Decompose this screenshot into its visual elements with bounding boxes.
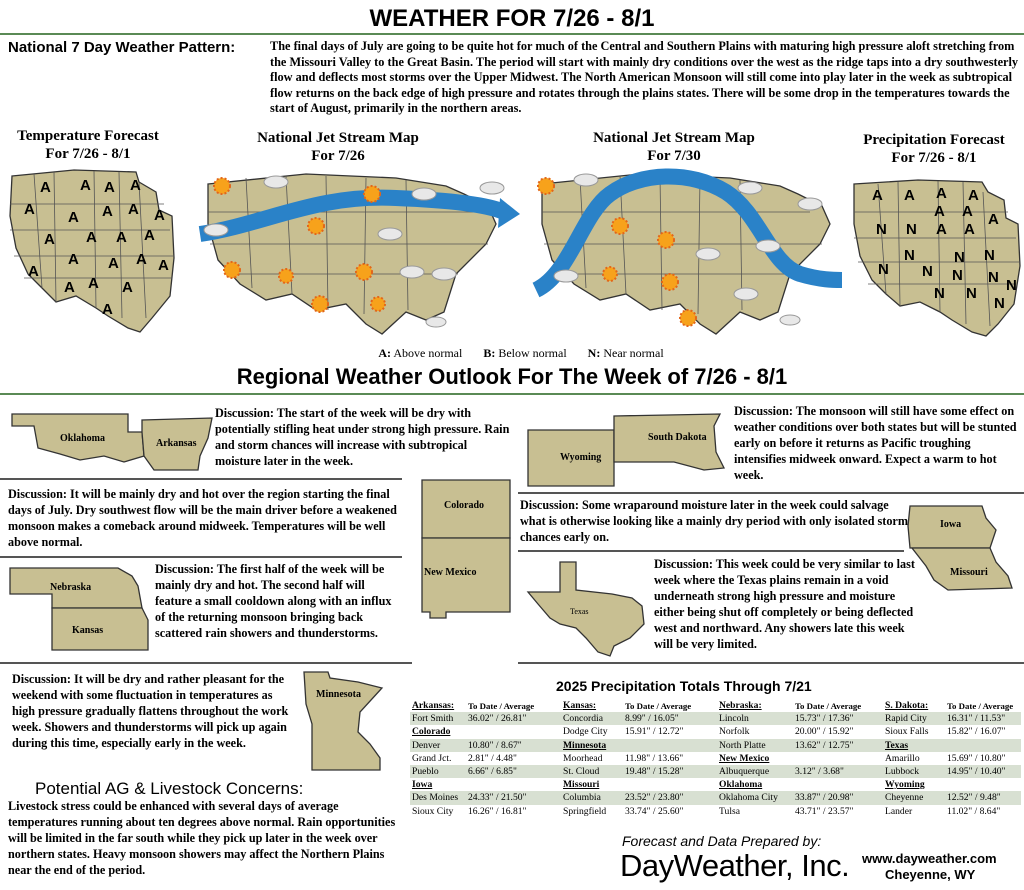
ag-concerns-text: Livestock stress could be enhanced with several days of average temperatures running about ten degrees above normal. Rain opportunities will be limited in the far south while they pick up later in the week over northern states. Heavy monsoon showers may affect the Northern Plains near the end of the period. [8,799,396,877]
empty-cell [793,752,883,765]
discussion-ne-ks: Discussion: The first half of the week will be mainly dry and hot. The second half will feature a small cooldown along with an influx of the returning monsoon bringing back scattered rain showers and thunderstorms. [155,562,392,640]
sun-icon [308,218,324,234]
map-letter: A [988,211,999,228]
map-letter: A [964,221,975,238]
map-letter: N [954,249,965,266]
storm-cloud-icon [738,182,762,194]
brand-logo: DayWeather, Inc. [620,848,850,883]
map-letter: A [102,203,113,220]
oklahoma-arkansas-map [8,410,216,474]
state-label-colorado: Colorado [444,500,484,511]
precip-value: 19.48" / 15.28" [623,765,717,778]
sun-icon [214,178,230,194]
website-link[interactable]: www.dayweather.com [862,851,997,866]
city-name: Albuquerque [717,765,793,778]
map-letter: A [936,221,947,238]
minnesota-map [298,668,394,774]
jet1-subtitle: For 7/26 [311,148,365,164]
table-row [410,765,1021,778]
precip-value: 16.26" / 16.81" [468,805,527,817]
map-letter: A [872,187,883,204]
city-name: Des Moines [410,791,466,804]
city-name: Sioux City [412,805,454,817]
table-row [410,712,1021,725]
precip-value: 36.02" / 26.81" [466,712,561,725]
state-header: Iowa [412,779,433,791]
storm-cloud-icon [412,188,436,200]
map-letter: A [102,301,113,318]
state-label-oklahoma: Oklahoma [60,433,106,444]
storm-cloud-icon [432,268,456,280]
precip-value: 13.62" / 12.75" [793,739,883,752]
map-letter: A [144,227,155,244]
map-letter: A [130,177,141,194]
state-label-minnesota: Minnesota [316,689,361,700]
map-letter: N [1006,277,1017,294]
state-label-nebraska: Nebraska [50,582,92,593]
precip-value: 23.52" / 23.80" [623,791,717,804]
state-header: New Mexico [719,752,770,764]
sun-icon [662,274,678,290]
city-name: Dodge City [563,726,608,738]
precip-value: 33.74" / 25.60" [625,805,684,817]
legend-a-text: Above normal [393,346,463,360]
map-letter: A [40,179,51,196]
precip-table [410,699,1021,818]
title-rule [0,33,1024,35]
precipitation-forecast-map [848,178,1024,342]
state-header: Colorado [412,726,451,738]
map-letter: A [24,201,35,218]
city-name: Rapid City [883,712,945,725]
jet2-subtitle: For 7/30 [647,148,701,164]
state-label-iowa: Iowa [940,519,962,530]
city-name: Concordia [561,712,623,725]
sun-icon [680,310,696,326]
table-row [410,778,1021,791]
state-header: Wyoming [885,779,925,791]
precip-value: 16.31" / 11.53" [945,712,1021,725]
map-letter: A [68,251,79,268]
jet1-title: National Jet Stream Map [257,130,419,146]
precip-value: 15.69" / 10.80" [947,752,1006,764]
jet2-title: National Jet Stream Map [593,130,755,146]
empty-cell [466,725,561,738]
temp-map-title: Temperature Forecast [17,128,159,144]
precip-value: 12.52" / 9.48" [945,791,1021,804]
state-header: Nebraska: [719,700,762,712]
storm-cloud-icon [696,248,720,260]
state-header: Kansas: [563,700,597,712]
map-letter: N [878,261,889,278]
pattern-text: The final days of July are going to be quite hot for much of the Central and Southern Plains with maturing high pressure aloft stretching from the Missouri Valley to the Great Basin. The period will start with mainly dry conditions over the west as the ridge taps into a dry southwesterly flow and deflects most storms over the Upper Midwest. The North American Monsoon will still come into play later in the week as subtropical flow returns on the back edge of high pressure and rotates through the plains states. There will be some drop in the temperatures towards the start of August, primarily in the northern areas. [270,39,1019,116]
sun-icon [312,296,328,312]
map-letter: N [994,295,1005,312]
legend-b-key: B: [483,346,496,360]
colorado-new-mexico-map [418,476,514,624]
map-letter: N [966,285,977,302]
precip-map-subtitle: For 7/26 - 8/1 [891,150,977,166]
page-title: WEATHER FOR 7/26 - 8/1 [369,5,655,32]
legend-n-text: Near normal [603,346,664,360]
discussion-co-nm: Discussion: It will be mainly dry and hot over the region starting the final days of July. Dry southwest flow will be the main driver before a weakened monsoon makes a comeback around midweek. Temperatures will be well above normal. [8,487,397,549]
precip-value: 10.80" / 8.67" [466,739,561,752]
empty-cell [793,778,883,791]
map-letter: A [934,203,945,220]
sun-icon [224,262,240,278]
map-letter: N [988,269,999,286]
precip-value: 43.71" / 23.57" [795,805,854,817]
legend-a-key: A: [378,346,392,360]
map-letter: A [128,201,139,218]
separator [0,478,402,480]
city-name: Lubbock [883,765,945,778]
city-name: Cheyenne [883,791,945,804]
location-text: Cheyenne, WY [885,867,976,882]
map-letter: A [122,279,133,296]
storm-cloud-icon [378,228,402,240]
map-letter: A [158,257,169,274]
discussion-tx: Discussion: This week could be very similar to last week where the Texas plains remain in a void underneath strong high pressure and moisture either being shut off completely or being deflected west and northward. Any showers late this week will be very limited. [654,557,915,651]
storm-cloud-icon [780,315,800,325]
city-name: Grand Jct. [412,752,452,764]
discussion-mn: Discussion: It will be dry and rather pleasant for the weekend with some fluctuation in temperatures as high pressure gradually flattens throughout the work week. Showers and thunderstorms will pick up again during this time, especially early in the week. [12,672,289,750]
precip-value: 11.98" / 13.66" [625,752,684,764]
storm-cloud-icon [554,270,578,282]
sun-icon [356,264,372,280]
storm-cloud-icon [264,176,288,188]
separator [0,662,412,664]
separator [0,556,402,558]
table-row [410,739,1021,752]
map-letter: N [952,267,963,284]
legend-n-key: N: [587,346,601,360]
map-letter: A [86,229,97,246]
state-label-new-mexico: New Mexico [424,567,477,578]
storm-cloud-icon [480,182,504,194]
storm-cloud-icon [400,266,424,278]
sun-icon [612,218,628,234]
precip-value: 8.99" / 16.05" [623,712,717,725]
map-letter: A [968,187,979,204]
precip-value: 3.12" / 3.68" [793,765,883,778]
state-header: Arkansas: [412,700,455,712]
empty-cell [466,778,561,791]
map-letter: A [104,179,115,196]
state-label-wyoming: Wyoming [560,452,602,463]
table-row [410,699,1021,712]
state-label-missouri: Missouri [950,567,988,578]
city-name: Denver [410,739,466,752]
state-label-arkansas: Arkansas [156,438,197,449]
temp-map-subtitle: For 7/26 - 8/1 [45,146,131,162]
map-letter: A [154,207,165,224]
city-name: Fort Smith [410,712,466,725]
storm-cloud-icon [734,288,758,300]
map-letter: N [922,263,933,280]
column-header: To Date / Average [947,700,1014,711]
city-name: Lander [885,805,913,817]
city-name: Sioux Falls [885,726,929,738]
map-letter: A [108,255,119,272]
city-name: St. Cloud [561,765,623,778]
sun-icon [538,178,554,194]
precip-value: 14.95" / 10.40" [945,765,1021,778]
map-letter: A [88,275,99,292]
state-label-texas: Texas [570,607,589,616]
nebraska-kansas-map [6,562,154,654]
map-letter: A [962,203,973,220]
state-header: Texas [883,739,945,752]
precip-table-title: 2025 Precipitation Totals Through 7/21 [556,678,812,694]
map-letter: N [934,285,945,302]
precip-value: 2.81" / 4.48" [468,752,517,764]
jet2-heading [574,129,774,165]
wyoming-south-dakota-map [524,408,730,492]
city-name: Norfolk [719,726,750,738]
jet-stream-map-7-26 [196,164,522,344]
map-letter: A [44,231,55,248]
state-header: Missouri [563,779,600,791]
column-header: To Date / Average [795,700,862,711]
map-letter: N [984,247,995,264]
state-header: Minnesota [561,739,623,752]
legend-b-text: Below normal [498,346,567,360]
jet-stream-map-7-30 [530,164,856,344]
precip-map-title: Precipitation Forecast [863,132,1005,148]
sun-icon [279,269,293,283]
precip-value: 24.33" / 21.50" [466,791,561,804]
table-row [410,725,1021,738]
city-name: North Platte [717,739,793,752]
map-letter: A [80,177,91,194]
sun-icon [603,267,617,281]
regional-rule [0,393,1024,395]
city-name: Oklahoma City [717,791,793,804]
sun-icon [371,297,385,311]
map-letter: A [116,229,127,246]
jet1-heading [238,129,438,165]
pattern-label: National 7 Day Weather Pattern: [8,39,236,56]
discussion-wy-sd: Discussion: The monsoon will still have some effect on weather conditions over both states but will be stunted early on before it returns as Pacific troughing intensifies midweek onward. Expect a warm to hot week. [734,404,1017,482]
city-name: Springfield [563,805,607,817]
regional-title: Regional Weather Outlook For The Week of 7/26 - 8/1 [236,364,788,389]
city-name: Columbia [561,791,623,804]
empty-cell [623,739,717,752]
storm-cloud-icon [426,317,446,327]
map-letter: N [906,221,917,238]
ag-concerns-title: Potential AG & Livestock Concerns: [35,779,304,798]
city-name: Pueblo [410,765,466,778]
temperature-forecast-map [4,168,180,338]
state-header: Oklahoma [719,779,763,791]
storm-cloud-icon [204,224,228,236]
storm-cloud-icon [756,240,780,252]
city-name: Lincoln [717,712,793,725]
separator [518,662,1024,664]
map-letter: A [904,187,915,204]
empty-cell [945,739,1021,752]
state-label-south-dakota: South Dakota [648,432,707,443]
separator [518,492,1024,494]
precip-map-heading [848,131,1020,167]
precip-value: 11.02" / 8.64" [947,805,1001,817]
column-header: To Date / Average [468,700,535,711]
precip-value: 6.66" / 6.85" [466,765,561,778]
column-header: To Date / Average [625,700,692,711]
map-letter: A [936,185,947,202]
map-letter: N [876,221,887,238]
state-label-kansas: Kansas [72,625,104,636]
map-letter: A [136,251,147,268]
precip-value: 20.00" / 15.92" [795,726,854,738]
storm-cloud-icon [574,174,598,186]
storm-cloud-icon [798,198,822,210]
map-legend [0,346,1024,361]
precip-value: 15.82" / 16.07" [947,726,1006,738]
precip-value: 15.91" / 12.72" [625,726,684,738]
temp-map-heading [2,127,174,163]
sun-icon [364,186,380,202]
precip-value: 15.73" / 17.36" [793,712,883,725]
precip-value: 33.87" / 20.98" [793,791,883,804]
city-name: Moorhead [563,752,603,764]
discussion-ia-mo: Discussion: Some wraparound moisture later in the week could salvage what is otherwise looking like a mainly dry period with only isolated storm chances early on. [520,498,908,544]
map-letter: A [68,209,79,226]
city-name: Tulsa [719,805,740,817]
texas-map [520,558,650,658]
empty-cell [623,778,717,791]
prepared-by: Forecast and Data Prepared by: [622,833,822,849]
table-row [410,752,1021,765]
state-header: S. Dakota: [885,700,929,712]
city-name: Amarillo [885,752,920,764]
map-letter: A [64,279,75,296]
table-row [410,805,1021,818]
map-letter: A [28,263,39,280]
map-letter: N [904,247,915,264]
table-row [410,791,1021,804]
separator [518,550,904,552]
empty-cell [945,778,1021,791]
discussion-ok-ar: Discussion: The start of the week will be dry with potentially stifling heat under strong high pressure. Rain and storm chances will increase with subtropical moisture later in the week. [215,406,510,468]
sun-icon [658,232,674,248]
